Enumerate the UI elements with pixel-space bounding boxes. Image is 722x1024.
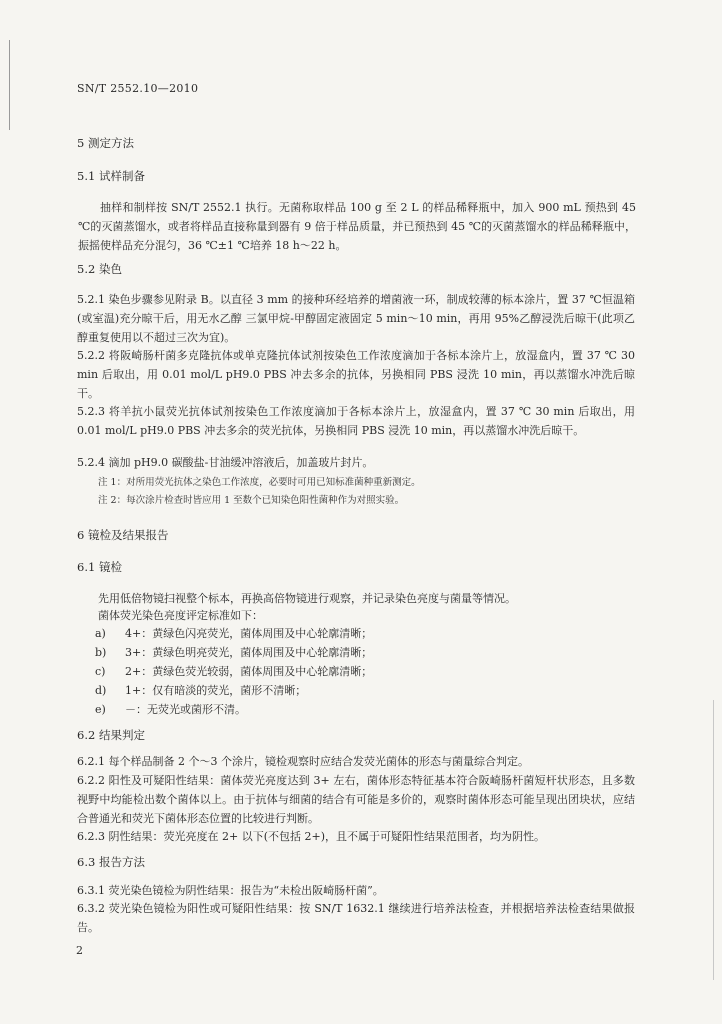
criteria-item-text: 2+：黄绿色荧光较弱，菌体周围及中心轮廓清晰； xyxy=(125,665,373,678)
criteria-item xyxy=(95,684,306,697)
criteria-item-text: －：无荧光或菌形不清。 xyxy=(125,703,246,716)
criteria-item-label: a) xyxy=(95,627,106,640)
section-6-heading: 6 镜检及结果报告 xyxy=(77,528,169,542)
clause-5-2-3: 5.2.3 将羊抗小鼠荧光抗体试剂按染色工作浓度滴加于各标本涂片上，放湿盒内，置 37 ℃ 30 min 后取出，用 0.01 mol/L pH9.0 PBS 冲去多余的荧光抗体，另换相同 PBS 浸洗 10 min，再以蒸馏水冲洗后晾干。 xyxy=(77,405,635,437)
criteria-item-label: e) xyxy=(95,703,106,716)
criteria-item xyxy=(95,703,246,716)
section-5-2-heading: 5.2 染色 xyxy=(77,262,122,276)
criteria-item-label: b) xyxy=(95,646,107,659)
page-number: 2 xyxy=(76,944,83,957)
criteria-item-label: d) xyxy=(95,684,107,697)
clause-6-3-1: 6.3.1 荧光染色镜检为阴性结果：报告为“未检出阪崎肠杆菌”。 xyxy=(77,884,384,897)
scan-edge-left xyxy=(9,40,10,130)
section-6-2-heading: 6.2 结果判定 xyxy=(77,728,145,742)
criteria-item-text: 1+：仅有暗淡的荧光，菌形不清晰； xyxy=(125,684,307,697)
note-1: 注 1：对所用荧光抗体之染色工作浓度，必要时可用已知标准菌种重新测定。 xyxy=(98,477,421,488)
criteria-item xyxy=(95,665,372,678)
clause-6-2-1: 6.2.1 每个样品制备 2 个～3 个涂片，镜检观察时应结合发荧光菌体的形态与菌量综合判定。 xyxy=(77,755,529,768)
clause-6-3-2: 6.3.2 荧光染色镜检为阳性或可疑阳性结果：按 SN/T 1632.1 继续进行培养法检查，并根据培养法检查结果做报告。 xyxy=(77,902,635,934)
criteria-item-text: 4+：黄绿色闪亮荧光，菌体周围及中心轮廓清晰； xyxy=(125,627,373,640)
criteria-item-text: 3+：黄绿色明亮荧光，菌体周围及中心轮廓清晰； xyxy=(125,646,373,659)
section-6-1-intro: 先用低倍物镜扫视整个标本，再换高倍物镜进行观察，并记录染色亮度与菌量等情况。 xyxy=(98,592,516,605)
criteria-item-label: c) xyxy=(95,665,106,678)
section-6-3-heading: 6.3 报告方法 xyxy=(77,855,145,869)
standard-number-header: SN/T 2552.10—2010 xyxy=(77,82,199,95)
criteria-item xyxy=(95,627,372,640)
section-5-heading: 5 测定方法 xyxy=(77,136,134,150)
section-5-1-text: 抽样和制样按 SN/T 2552.1 执行。无菌称取样品 100 g 至 2 L 的样品稀释瓶中，加入 900 mL 预热到 45 ℃的灭菌蒸馏水，或者将样品直接称量到器有 9 倍于样品质量，并已预热到 45 ℃的灭菌蒸馏水的样品稀释瓶中，振摇使样品充分混匀，36 ℃±1 ℃培养 18 h～22 h。 xyxy=(78,201,636,252)
clause-5-2-2: 5.2.2 将阪崎肠杆菌多克隆抗体或单克隆抗体试剂按染色工作浓度滴加于各标本涂片上，放湿盒内，置 37 ℃ 30 min 后取出，用 0.01 mol/L pH9.0 PBS 冲去多余的抗体，另换相同 PBS 浸洗 10 min，再以蒸馏水冲洗后晾干。 xyxy=(77,349,635,400)
scan-edge-right xyxy=(713,700,714,980)
note-2: 注 2：每次涂片检查时皆应用 1 至数个已知染色阳性菌种作为对照实验。 xyxy=(98,495,405,506)
clause-5-2-1: 5.2.1 染色步骤参见附录 B。以直径 3 mm 的接种环经培养的增菌液一环，制成较薄的标本涂片，置 37 ℃恒温箱(或室温)充分晾干后，用无水乙醇 三氯甲烷-甲醇固定液固定 5 min～10 min，再用 95%乙醇浸洗后晾干(此项乙醇重复使用以不超过三次为宜)。 xyxy=(77,293,635,344)
clause-6-2-2: 6.2.2 阳性及可疑阳性结果：菌体荧光亮度达到 3+ 左右，菌体形态特征基本符合阪崎肠杆菌短杆状形态，且多数视野中均能检出数个菌体以上。由于抗体与细菌的结合有可能是多价的，观察时菌体形态可能呈现出团块状，应结合普通光和荧光下菌体形态位置的比较进行判断。 xyxy=(77,774,635,825)
clause-6-2-3: 6.2.3 阴性结果：荧光亮度在 2+ 以下(不包括 2+)，且不属于可疑阳性结果范围者，均为阴性。 xyxy=(77,830,545,843)
section-5-1-heading: 5.1 试样制备 xyxy=(77,169,145,183)
criteria-title: 菌体荧光染色亮度评定标准如下： xyxy=(98,609,263,622)
clause-5-2-4: 5.2.4 滴加 pH9.0 碳酸盐-甘油缓冲溶液后，加盖玻片封片。 xyxy=(77,456,374,469)
criteria-item xyxy=(95,646,372,659)
section-6-1-heading: 6.1 镜检 xyxy=(77,560,122,574)
